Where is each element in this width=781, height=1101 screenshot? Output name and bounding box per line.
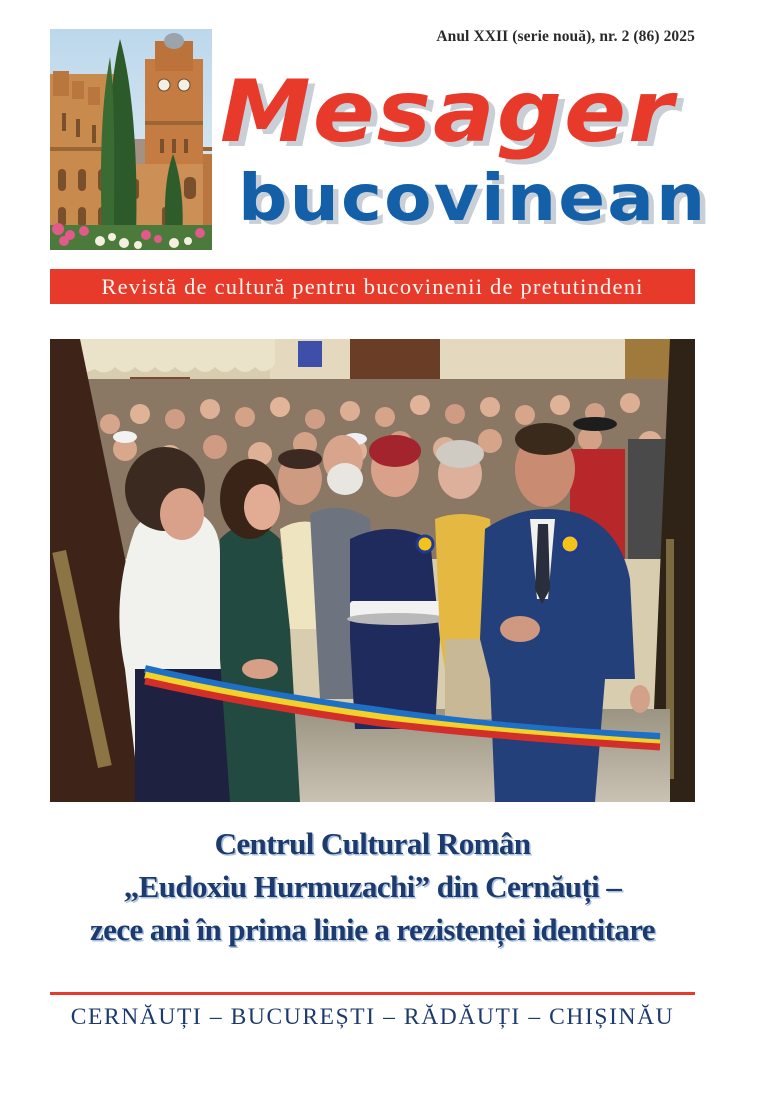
- tagline-band: [50, 269, 695, 304]
- main-photo-ribbon-cutting: [50, 339, 695, 802]
- tagline-text: Revistă de cultură pentru bucovinenii de pretutindeni: [101, 273, 644, 299]
- headline-line-1: Centrul Cultural Român: [214, 826, 531, 861]
- masthead-title-bucovinean: bucovinean: [238, 162, 708, 236]
- inset-image-university: [50, 29, 212, 250]
- masthead: [220, 62, 708, 250]
- headline-line-2: „Eudoxiu Hurmuzachi” din Cernăuți –: [123, 869, 622, 904]
- cities-line: CERNĂUȚI – BUCUREȘTI – RĂDĂUȚI – CHIȘINĂU: [70, 1004, 675, 1030]
- ribbon-cutting-illustration: [50, 339, 695, 802]
- headline-line-3: zece ani în prima linie a rezistenței identitare: [90, 912, 655, 947]
- issue-info: Anul XXII (serie nouă), nr. 2 (86) 2025: [436, 28, 695, 45]
- red-divider: [50, 992, 695, 995]
- university-illustration: [50, 29, 212, 250]
- cover-headline: [0, 822, 745, 951]
- masthead-title-mesager: Mesager: [220, 62, 676, 162]
